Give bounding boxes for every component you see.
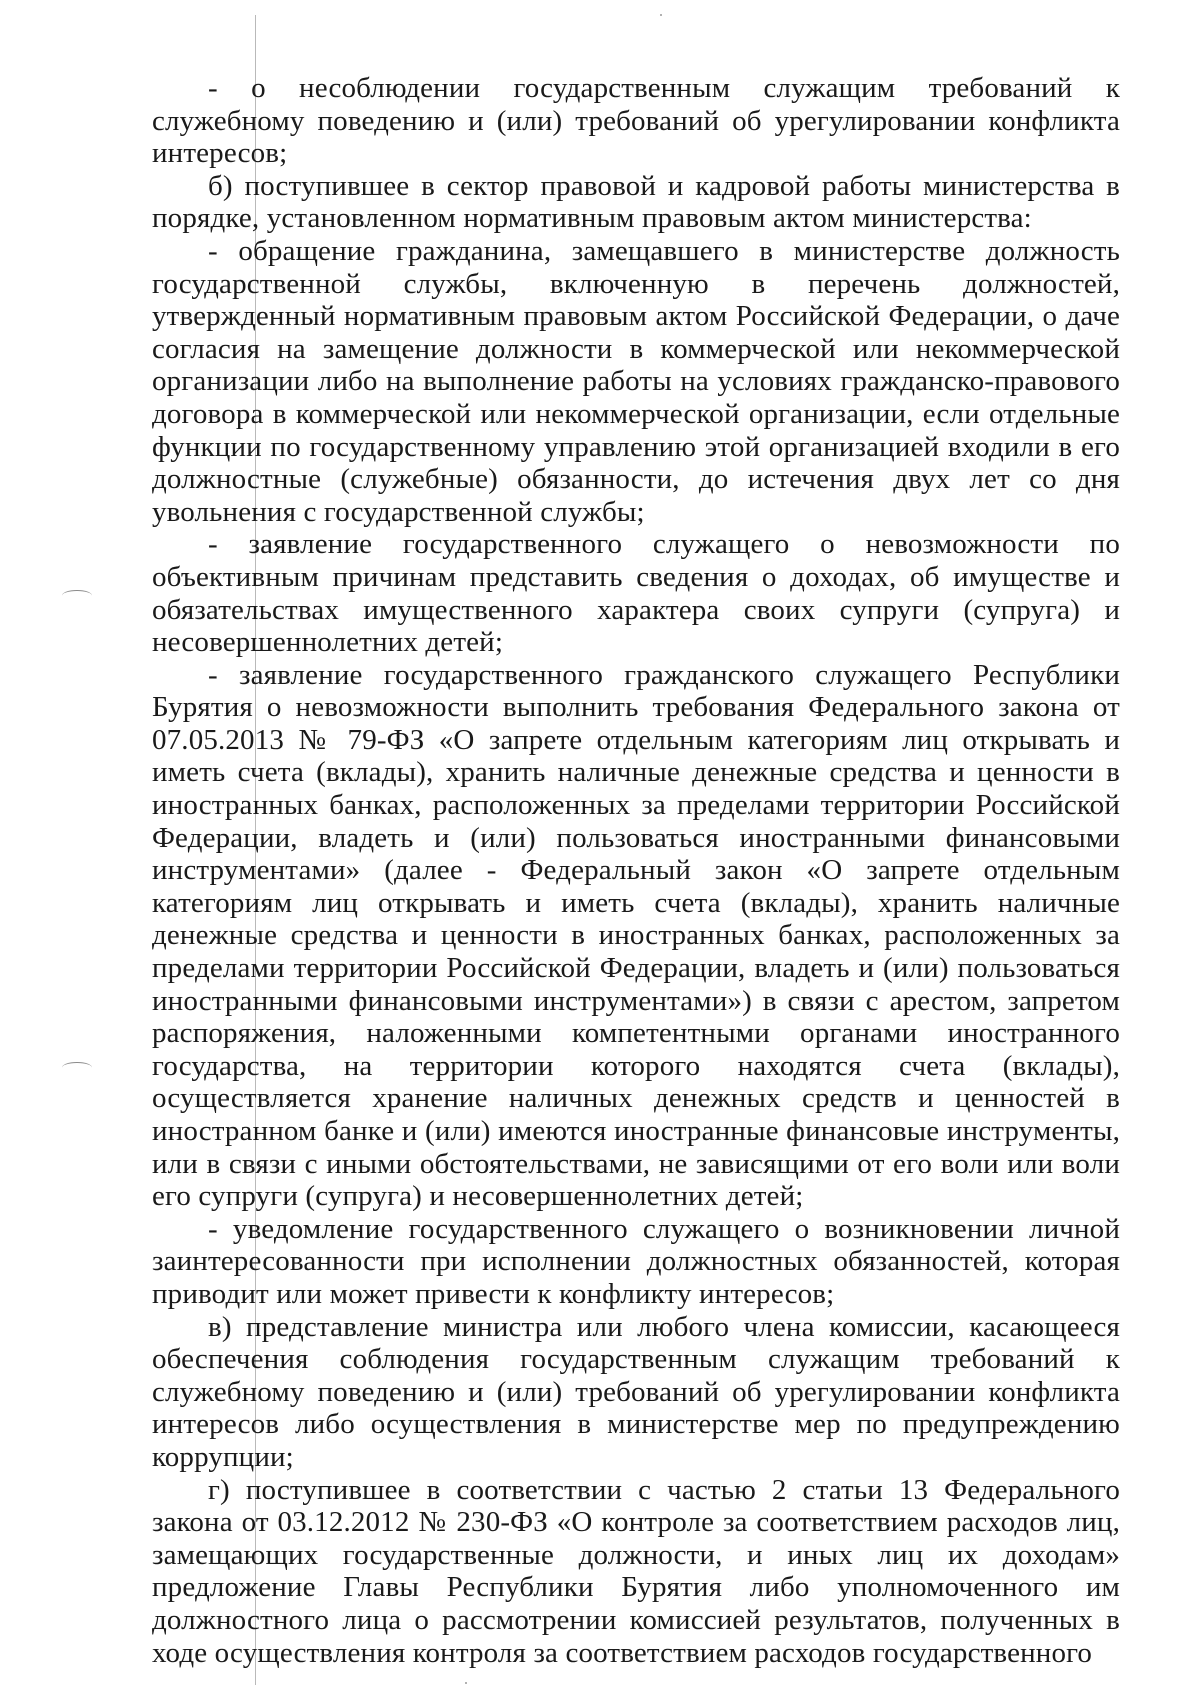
paragraph-nonobservance: - о несоблюдении государственным служащим требований к служебному поведению и (или) требований об урегулировании конфликта интересов;: [152, 72, 1120, 170]
scan-speck: [465, 1682, 467, 1684]
scan-speck: [660, 14, 662, 16]
paragraph-citizen-appeal: - обращение гражданина, замещавшего в министерстве должность государственной службы, включенную в перечень должностей, утвержденный нормативным правовым актом Российской Федерации, о даче согласия на замещение должности в коммерческой или некоммерческой организации либо на выполнение работы на условиях гражданско-правового договора в коммерческой или некоммерческой организации, если отдельные функции по государственному управлению этой организацией входили в его должностные (служебные) обязанности, до истечения двух лет со дня увольнения с государственной службы;: [152, 234, 1120, 528]
document-body: [152, 72, 1120, 1669]
paragraph-item-g: г) поступившее в соответствии с частью 2 статьи 13 Федерального закона от 03.12.2012 № 230-ФЗ «О контроле за соответствием расходов лиц, замещающих государственные должности, и иных лиц их доходам» предложение Главы Республики Бурятия либо уполномоченного им должностного лица о рассмотрении комиссией результатов, полученных в ходе осуществления контроля за соответствием расходов государственного: [152, 1473, 1120, 1669]
punch-hole-mark: [62, 1062, 92, 1073]
paragraph-foreign-accounts: - заявление государственного гражданского служащего Республики Бурятия о невозможности выполнить требования Федерального закона от 07.05.2013 № 79-ФЗ «О запрете отдельным категориям лиц открывать и иметь счета (вклады), хранить наличные денежные средства и ценности в иностранных банках, расположенных за пределами территории Российской Федерации, владеть и (или) пользоваться иностранными финансовыми инструментами» (далее - Федеральный закон «О запрете отдельным категориям лиц открывать и иметь счета (вклады), хранить наличные денежные средства и ценности в иностранных банках, расположенных за пределами территории Российской Федерации, владеть и (или) пользоваться иностранными финансовыми инструментами») в связи с арестом, запретом распоряжения, наложенными компетентными органами иностранного государства, на территории которого находятся счета (вклады), осуществляется хранение наличных денежных средств и ценностей в иностранном банке и (или) имеются иностранные финансовые инструменты, или в связи с иными обстоятельствами, не зависящими от его воли или воли его супруги (супруга) и несовершеннолетних детей;: [152, 658, 1120, 1213]
paragraph-item-b: б) поступившее в сектор правовой и кадровой работы министерства в порядке, установленном нормативным правовым актом министерства:: [152, 169, 1120, 235]
punch-hole-mark: [62, 590, 92, 601]
paragraph-income-statement: - заявление государственного служащего о невозможности по объективным причинам представить сведения о доходах, об имуществе и обязательствах имущественного характера своих супруги (супруга) и несовершеннолетних детей;: [152, 528, 1120, 659]
paragraph-conflict-notice: - уведомление государственного служащего о возникновении личной заинтересованности при исполнении должностных обязанностей, которая приводит или может привести к конфликту интересов;: [152, 1212, 1120, 1310]
paragraph-item-v: в) представление министра или любого члена комиссии, касающееся обеспечения соблюдения государственным служащим требований к служебному поведению и (или) требований об урегулировании конфликта интересов либо осуществления в министерстве мер по предупреждению коррупции;: [152, 1310, 1120, 1473]
